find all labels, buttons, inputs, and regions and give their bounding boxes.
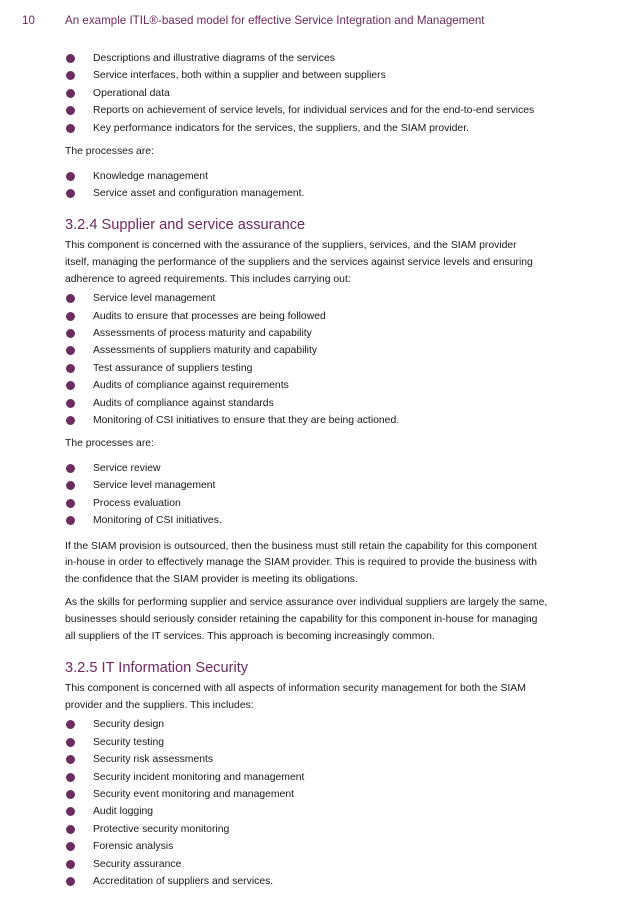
- list-item: Protective security monitoring: [65, 821, 575, 838]
- list-item: Test assurance of suppliers testing: [65, 360, 575, 377]
- list-item: Service asset and configuration management.: [65, 185, 575, 202]
- bullet-icon: [66, 842, 75, 851]
- bullet-icon: [66, 106, 75, 115]
- list-item: Security incident monitoring and management: [65, 769, 575, 786]
- list-item: Monitoring of CSI initiatives to ensure that they are being actioned.: [65, 412, 575, 429]
- skills-paragraph: As the skills for performing supplier and service assurance over individual suppliers are largely the same, businesses should seriously consider retaining the capability for this component in-house for managing all suppliers of the IT services. This approach is becoming increasingly common.: [65, 597, 548, 642]
- bullet-icon: [66, 189, 75, 198]
- assurance-processes-list: [65, 460, 575, 530]
- list-item: Security assurance: [65, 856, 575, 873]
- bullet-icon: [66, 481, 75, 490]
- list-item: Audits to ensure that processes are being followed: [65, 308, 575, 325]
- bullet-icon: [66, 516, 75, 525]
- bullet-icon: [66, 807, 75, 816]
- processes-label: The processes are:: [65, 146, 154, 158]
- bullet-icon: [66, 825, 75, 834]
- list-item: Security risk assessments: [65, 751, 575, 768]
- bullet-icon: [66, 464, 75, 473]
- section-intro-paragraph: This component is concerned with the assurance of the suppliers, services, and the SIAM provider itself, managing the performance of the suppliers and the services against service levels and ensuring adherence to agreed requirements. This includes carrying out:: [65, 240, 533, 285]
- bullet-icon: [66, 54, 75, 63]
- bullet-icon: [66, 877, 75, 886]
- bullet-icon: [66, 124, 75, 133]
- bullet-icon: [66, 312, 75, 321]
- list-item: Process evaluation: [65, 495, 575, 512]
- list-item: Monitoring of CSI initiatives.: [65, 512, 575, 529]
- bullet-icon: [66, 499, 75, 508]
- list-item: Security testing: [65, 734, 575, 751]
- processes-label: The processes are:: [65, 438, 154, 450]
- security-items-list: [65, 716, 575, 890]
- list-item: Reports on achievement of service levels, for individual services and for the end-to-end services: [65, 102, 575, 119]
- list-item: Descriptions and illustrative diagrams of the services: [65, 50, 575, 67]
- bullet-icon: [66, 329, 75, 338]
- list-item: Service level management: [65, 477, 575, 494]
- list-item: Audit logging: [65, 803, 575, 820]
- outsourcing-paragraph: If the SIAM provision is outsourced, then the business must still retain the capability for this component in-house in order to effectively manage the SIAM provider. This is required to provide the business with the confidence that the SIAM provider is meeting its obligations.: [65, 540, 538, 585]
- list-item: Assessments of suppliers maturity and capability: [65, 342, 575, 359]
- section-heading-3-2-4: 3.2.4 Supplier and service assurance: [65, 217, 306, 234]
- list-item: Security event monitoring and management: [65, 786, 575, 803]
- processes-list: [65, 168, 575, 203]
- bullet-icon: [66, 294, 75, 303]
- list-item: Security design: [65, 716, 575, 733]
- list-item: Service review: [65, 460, 575, 477]
- list-item: Service interfaces, both within a supplier and between suppliers: [65, 67, 575, 84]
- bullet-icon: [66, 720, 75, 729]
- list-item: Assessments of process maturity and capability: [65, 325, 575, 342]
- page-body: [65, 50, 575, 891]
- bullet-icon: [66, 346, 75, 355]
- list-item: Audits of compliance against requirements: [65, 377, 575, 394]
- bullet-icon: [66, 755, 75, 764]
- bullet-icon: [66, 381, 75, 390]
- list-item: Key performance indicators for the services, the suppliers, and the SIAM provider.: [65, 120, 575, 137]
- bullet-icon: [66, 773, 75, 782]
- running-title: An example ITIL®-based model for effective Service Integration and Management: [65, 14, 485, 27]
- assurance-activities-list: [65, 290, 575, 429]
- list-item: Operational data: [65, 85, 575, 102]
- bullet-icon: [66, 364, 75, 373]
- bullet-icon: [66, 89, 75, 98]
- page-number: 10: [22, 14, 35, 27]
- bullet-icon: [66, 172, 75, 181]
- section-heading-3-2-5: 3.2.5 IT Information Security: [65, 660, 249, 677]
- list-item: Forensic analysis: [65, 838, 575, 855]
- list-item: Accreditation of suppliers and services.: [65, 873, 575, 890]
- bullet-icon: [66, 399, 75, 408]
- bullet-icon: [66, 790, 75, 799]
- intro-bullet-list: [65, 50, 575, 137]
- list-item: Audits of compliance against standards: [65, 395, 575, 412]
- page-header: [22, 14, 618, 32]
- bullet-icon: [66, 71, 75, 80]
- bullet-icon: [66, 860, 75, 869]
- bullet-icon: [66, 738, 75, 747]
- bullet-icon: [66, 416, 75, 425]
- list-item: Service level management: [65, 290, 575, 307]
- section-intro-paragraph: This component is concerned with all aspects of information security management for both the SIAM provider and the suppliers. This includes:: [65, 683, 526, 711]
- list-item: Knowledge management: [65, 168, 575, 185]
